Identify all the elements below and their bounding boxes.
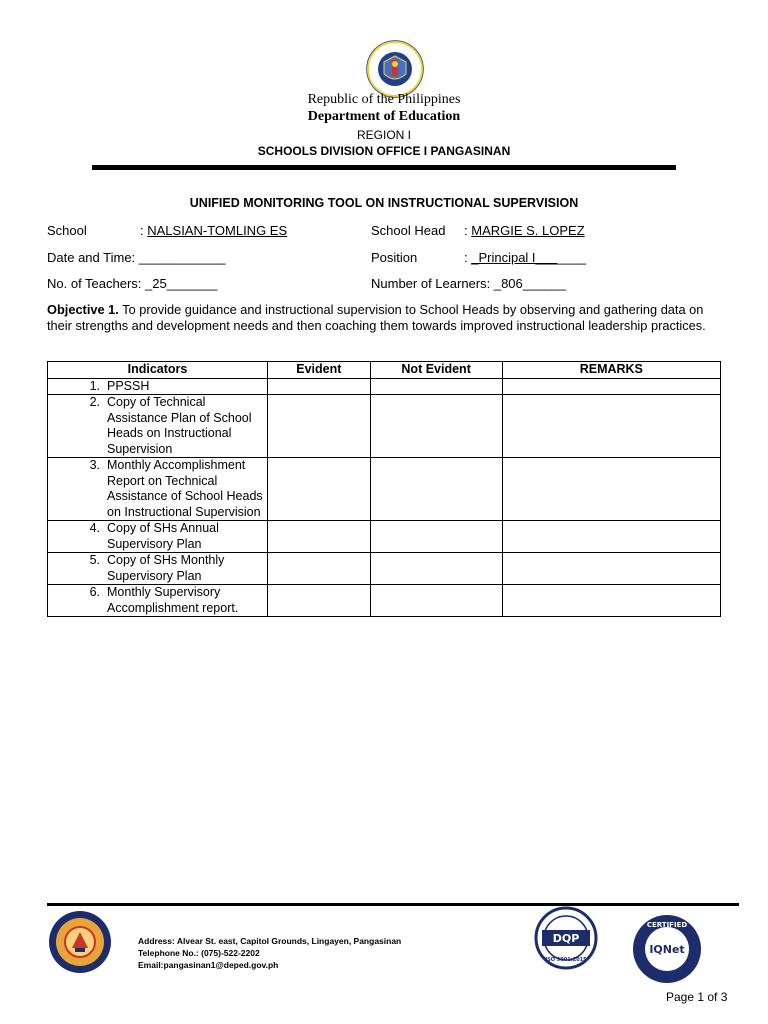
evident-cell[interactable] bbox=[268, 585, 371, 617]
not-evident-cell[interactable] bbox=[370, 553, 502, 585]
position-trail: ____ bbox=[557, 250, 587, 265]
indicator-cell bbox=[48, 521, 268, 553]
indicator-cell bbox=[48, 458, 268, 521]
indicator-number: 2. bbox=[89, 395, 100, 409]
school-field: : NALSIAN-TOMLING ES bbox=[140, 223, 288, 238]
indicator-number: 4. bbox=[89, 521, 100, 535]
indicator-cell bbox=[48, 585, 268, 617]
division-line: SCHOOLS DIVISION OFFICE I PANGASINAN bbox=[257, 144, 511, 158]
indicator-cell bbox=[48, 395, 268, 458]
school-head-field: : MARGIE S. LOPEZ bbox=[464, 223, 585, 238]
dqp-label: DQP bbox=[552, 932, 580, 945]
indicator-cell bbox=[48, 553, 268, 585]
evident-cell[interactable] bbox=[268, 378, 371, 395]
footer-divider bbox=[47, 903, 739, 906]
objective-label: Objective 1. bbox=[47, 302, 119, 317]
objective-paragraph bbox=[47, 302, 723, 334]
indicator-text: Copy of SHs Monthly Supervisory Plan bbox=[107, 553, 225, 583]
not-evident-cell[interactable] bbox=[370, 521, 502, 553]
evident-cell[interactable] bbox=[268, 521, 371, 553]
iqnet-certified-badge bbox=[632, 914, 702, 984]
position-label: Position bbox=[371, 250, 418, 265]
region-line: REGION I bbox=[356, 128, 411, 142]
table-row bbox=[48, 458, 721, 521]
school-label: School bbox=[47, 223, 87, 238]
remarks-cell[interactable] bbox=[502, 585, 720, 617]
table-row bbox=[48, 378, 721, 395]
remarks-cell[interactable] bbox=[502, 458, 720, 521]
evident-cell[interactable] bbox=[268, 553, 371, 585]
table-row bbox=[48, 521, 721, 553]
not-evident-cell[interactable] bbox=[370, 378, 502, 395]
evident-cell[interactable] bbox=[268, 395, 371, 458]
position-value: _Principal I___ bbox=[471, 250, 558, 265]
indicator-cell bbox=[48, 378, 268, 395]
objective-text: To provide guidance and instructional supervision to School Heads by observing and gathering data on their strengths and development needs and then coaching them towards improved instructional leadership practices. bbox=[47, 302, 706, 333]
school-head-label: School Head bbox=[371, 223, 446, 238]
position-field: : _Principal I_______ bbox=[464, 250, 587, 265]
indicator-text: Monthly Accomplishment Report on Technical Assistance of School Heads on Instructional Supervision bbox=[107, 458, 263, 519]
not-evident-cell[interactable] bbox=[370, 395, 502, 458]
header-evident: Evident bbox=[268, 362, 371, 379]
republic-line: Republic of the Philippines bbox=[307, 92, 461, 107]
school-head-value: MARGIE S. LOPEZ bbox=[471, 223, 585, 238]
dqp-iso-badge bbox=[528, 906, 604, 970]
not-evident-cell[interactable] bbox=[370, 585, 502, 617]
learners-field: Number of Learners: _806______ bbox=[371, 276, 567, 291]
table-row bbox=[48, 395, 721, 458]
indicator-text: Monthly Supervisory Accomplishment report. bbox=[107, 585, 239, 615]
header-remarks: REMARKS bbox=[502, 362, 720, 379]
indicator-text: PPSSH bbox=[107, 378, 150, 393]
iso-label: ISO 9001:2015 bbox=[545, 957, 587, 963]
school-value: NALSIAN-TOMLING ES bbox=[147, 223, 288, 238]
table-row bbox=[48, 585, 721, 617]
header-divider bbox=[92, 165, 676, 170]
footer-address: Address: Alvear St. east, Capitol Grounds, Lingayen, Pangasinan bbox=[138, 936, 402, 946]
not-evident-cell[interactable] bbox=[370, 458, 502, 521]
footer-telephone: Telephone No.: (075)-522-2202 bbox=[138, 948, 260, 958]
teachers-field: No. of Teachers: _25_______ bbox=[47, 276, 218, 291]
evident-cell[interactable] bbox=[268, 458, 371, 521]
table-row bbox=[48, 553, 721, 585]
remarks-cell[interactable] bbox=[502, 521, 720, 553]
department-line: Department of Education bbox=[307, 109, 461, 124]
date-time-field: Date and Time: ____________ bbox=[47, 250, 226, 265]
indicator-text: Copy of SHs Annual Supervisory Plan bbox=[107, 521, 219, 551]
remarks-cell[interactable] bbox=[502, 378, 720, 395]
certified-label: CERTIFIED bbox=[646, 921, 688, 929]
deped-seal-logo bbox=[366, 40, 424, 98]
indicator-text: Copy of Technical Assistance Plan of School Heads on Instructional Supervision bbox=[107, 395, 252, 456]
indicator-number: 3. bbox=[89, 458, 100, 472]
indicators-table bbox=[47, 361, 721, 617]
remarks-cell[interactable] bbox=[502, 553, 720, 585]
footer-email: Email:pangasinan1@deped.gov.ph bbox=[138, 960, 279, 970]
indicator-number: 5. bbox=[89, 553, 100, 567]
header-indicators: Indicators bbox=[48, 362, 268, 379]
table-header-row bbox=[48, 362, 721, 379]
remarks-cell[interactable] bbox=[502, 395, 720, 458]
indicator-number: 1. bbox=[89, 378, 100, 393]
form-title: UNIFIED MONITORING TOOL ON INSTRUCTIONAL SUPERVISION bbox=[189, 196, 579, 210]
iqnet-label: IQNet bbox=[649, 943, 685, 956]
page-number: Page 1 of 3 bbox=[666, 990, 728, 1004]
division-seal-logo bbox=[48, 910, 112, 974]
indicator-number: 6. bbox=[89, 585, 100, 599]
header-not-evident: Not Evident bbox=[370, 362, 502, 379]
